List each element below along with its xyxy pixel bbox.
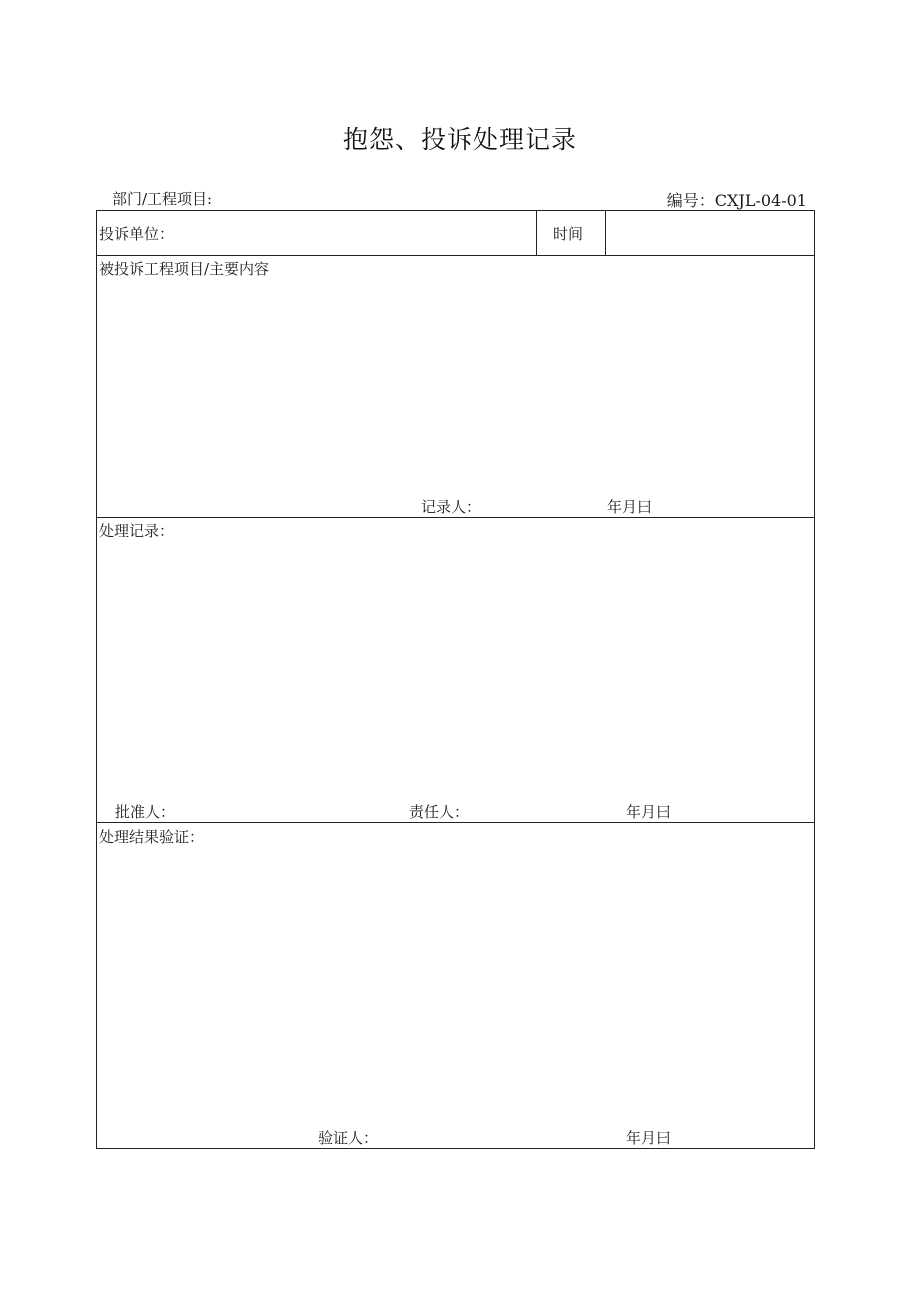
section2-date-label: 年月曰 [626, 803, 672, 821]
result-verification-label: 处理结果验证： [99, 828, 205, 846]
complaint-unit-label: 投诉单位： [99, 225, 175, 243]
responsible-person-label: 责任人： [409, 803, 470, 821]
row1-divider-right [605, 211, 606, 255]
handling-record-label: 处理记录： [99, 522, 175, 540]
row1-bottom-line [97, 255, 814, 256]
document-number: 编号：CXJL-04-01 [666, 191, 807, 210]
approver-label: 批准人： [115, 803, 176, 821]
time-label: 时间 [553, 225, 584, 243]
section3-date-label: 年月曰 [626, 1129, 672, 1147]
verifier-label: 验证人： [318, 1129, 379, 1147]
complained-project-label: 被投诉工程项目/主要内容 [99, 260, 270, 278]
department-project-label: 部门/工程项目: [112, 190, 213, 208]
page-title: 抱怨、投诉处理记录 [342, 125, 577, 154]
recorder-label: 记录人： [421, 498, 482, 516]
row1-divider-left [536, 211, 537, 255]
section1-date-label: 年月曰 [607, 498, 653, 516]
complaint-record-form [96, 210, 815, 1149]
section1-bottom-line [97, 517, 814, 518]
section2-bottom-line [97, 822, 814, 823]
